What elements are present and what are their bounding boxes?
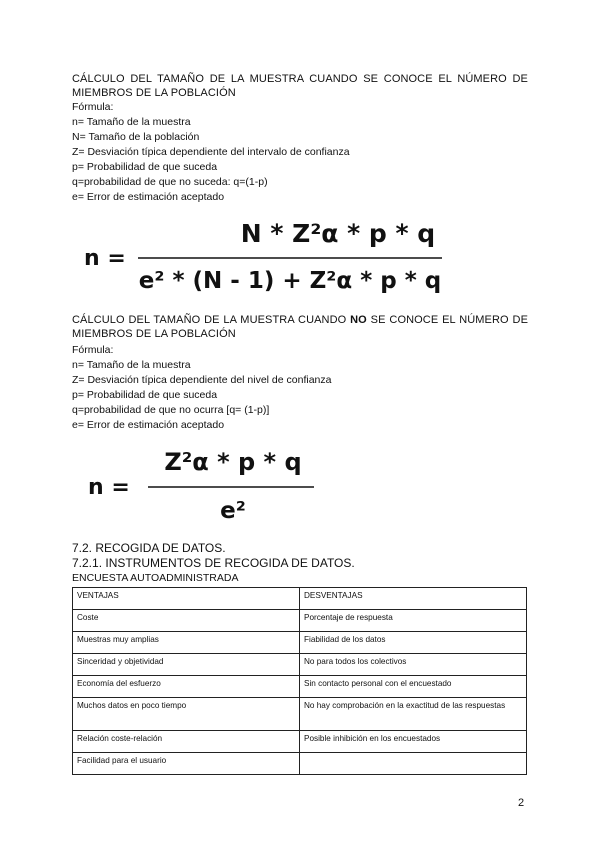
section-subtitle-instruments: 7.2.1. INSTRUMENTOS DE RECOGIDA DE DATOS. [72,556,355,570]
definition-item: q=probabilidad de que no suceda: q=(1-p) [72,176,268,188]
section2-heading [72,313,528,341]
emphasis-no: NO [350,314,367,326]
table-cell: Sinceridad y objetividad [73,654,300,676]
table-cell: Muestras muy amplias [73,632,300,654]
section-title-data-collection: 7.2. RECOGIDA DE DATOS. [72,541,226,555]
table-cell: Sin contacto personal con el encuestado [300,676,527,698]
definition-item: Z= Desviación típica dependiente del nivel de confianza [72,374,332,386]
table-cell: Relación coste-relación [73,731,300,753]
page-number: 2 [518,797,525,809]
sample-size-formula-unknown-population [78,438,328,528]
table-cell: No para todos los colectivos [300,654,527,676]
advantages-disadvantages-table [72,587,527,775]
table-cell: Posible inhibición en los encuestados [300,731,527,753]
table-cell: Facilidad para el usuario [73,753,300,775]
table-header-row [73,588,527,610]
definition-item: p= Probabilidad de que suceda [72,161,218,173]
table-row [73,610,527,632]
formula-denominator: e² [220,498,246,524]
header-advantages: VENTAJAS [73,588,300,610]
section1-heading [72,72,528,100]
definition-item: e= Error de estimación aceptado [72,191,225,203]
table-row [73,654,527,676]
formula-label: Fórmula: [72,101,114,113]
table-row [73,753,527,775]
sample-size-formula-known-population [78,212,458,296]
section1-heading-line2: MIEMBROS DE LA POBLACIÓN [72,87,236,99]
formula-numerator: Z²α * p * q [164,448,302,476]
table-row [73,731,527,753]
definition-item: n= Tamaño de la muestra [72,359,191,371]
definition-item: Z= Desviación típica dependiente del intervalo de confianza [72,146,350,158]
table-row [73,676,527,698]
survey-title: ENCUESTA AUTOADMINISTRADA [72,572,239,584]
table-cell: Economía del esfuerzo [73,676,300,698]
section2-heading-line2: MIEMBROS DE LA POBLACIÓN [72,328,236,340]
header-disadvantages: DESVENTAJAS [300,588,527,610]
table-cell: Muchos datos en poco tiempo [73,698,300,731]
section2-heading-line1: CÁLCULO DEL TAMAÑO DE LA MUESTRA CUANDO NO SE CONOCE EL NÚMERO DE [72,314,529,326]
definition-item: N= Tamaño de la población [72,131,200,143]
table-row [73,698,527,731]
definition-item: q=probabilidad de que no ocurra [q= (1-p)] [72,404,270,416]
table-row [73,632,527,654]
formula-lhs: n = [88,475,130,500]
formula-lhs: n = [84,246,126,271]
table-cell [300,753,527,775]
section2-definitions [72,343,331,433]
section1-heading-line1: CÁLCULO DEL TAMAÑO DE LA MUESTRA CUANDO SE CONOCE EL NÚMERO DE [72,73,528,85]
definition-item: p= Probabilidad de que suceda [72,389,218,401]
definition-item: e= Error de estimación aceptado [72,419,225,431]
table-cell: Coste [73,610,300,632]
formula-numerator: N * Z²α * p * q [240,219,436,248]
formula-denominator: e² * (N - 1) + Z²α * p * q [138,268,442,294]
table-cell: No hay comprobación en la exactitud de las respuestas [300,698,527,731]
definition-item: n= Tamaño de la muestra [72,116,191,128]
section1-definitions [72,100,350,205]
table-cell: Porcentaje de respuesta [300,610,527,632]
table-cell: Fiabilidad de los datos [300,632,527,654]
formula-label: Fórmula: [72,344,114,356]
